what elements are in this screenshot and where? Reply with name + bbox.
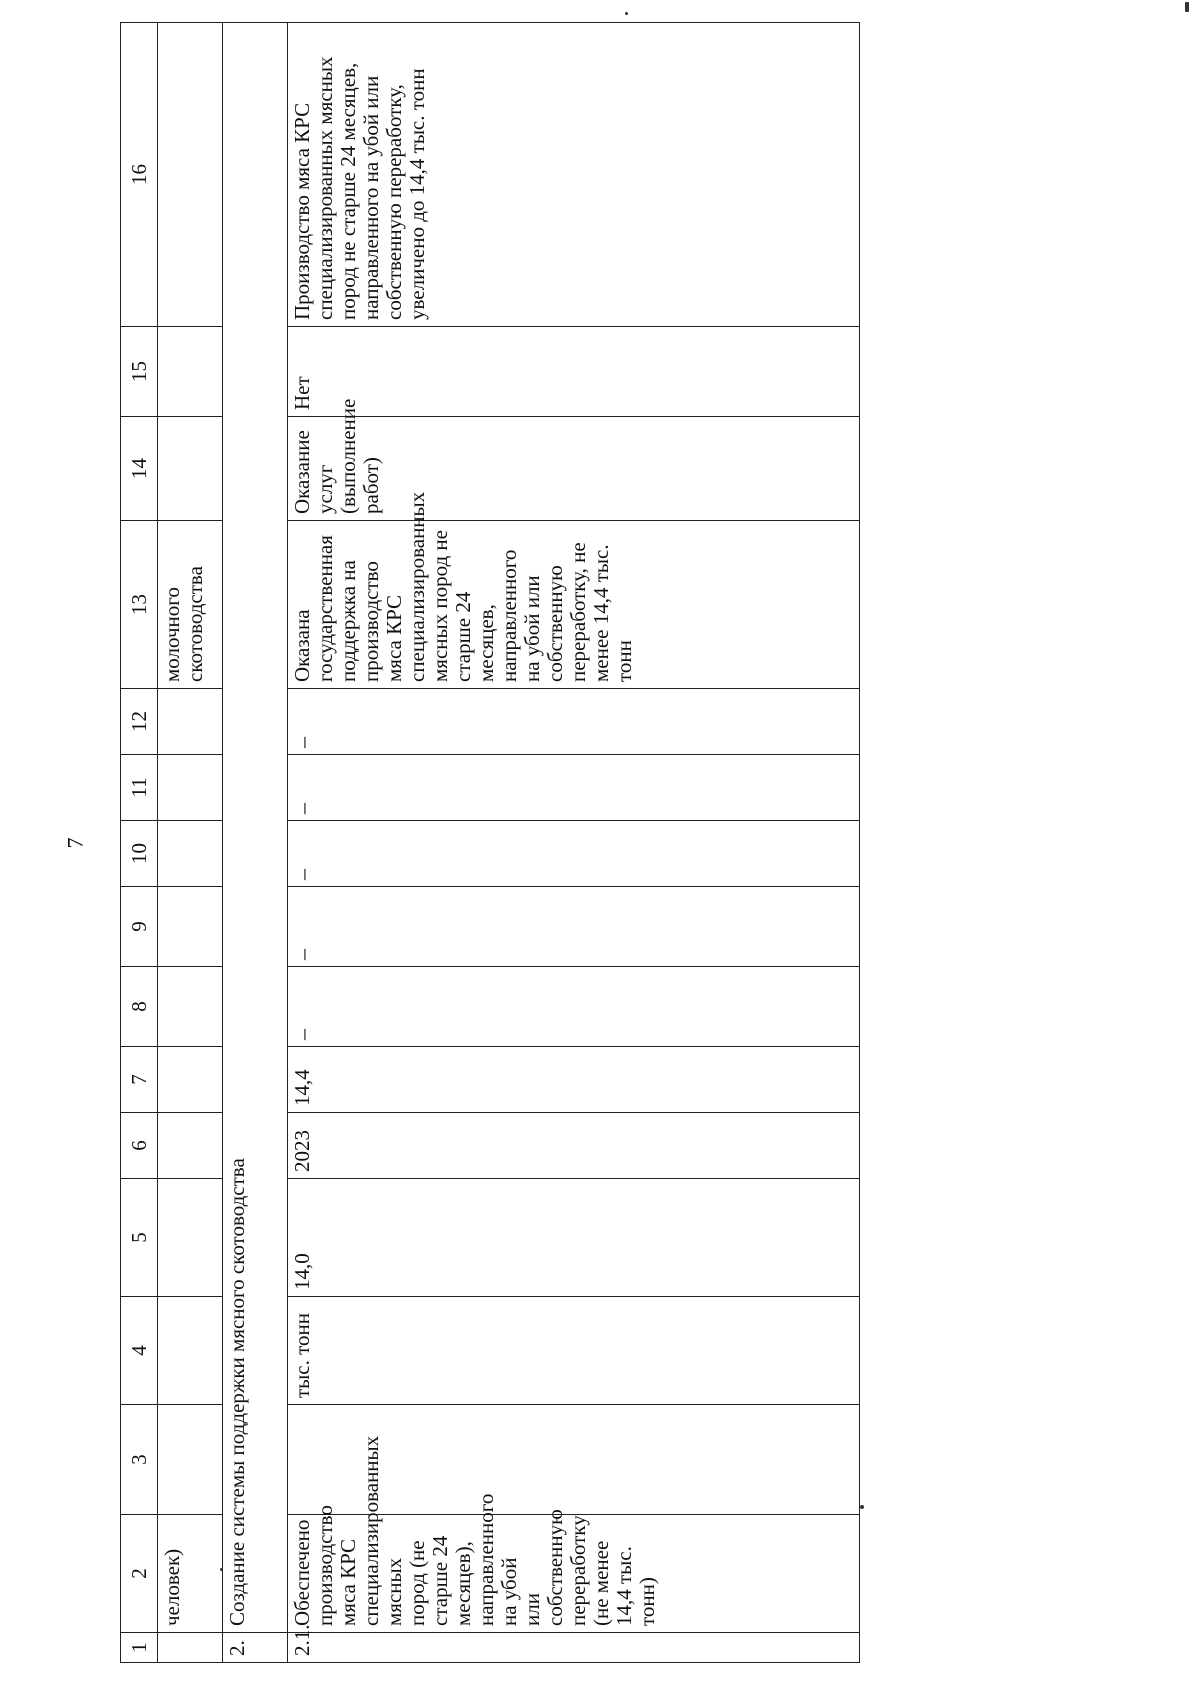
header-cell-15: 15	[121, 327, 158, 417]
header-cell-3: 3	[121, 1405, 158, 1515]
item-target: 14,4	[288, 1047, 860, 1113]
header-cell-10: 10	[121, 821, 158, 887]
item-name: Обеспечено производство мяса КРС специализированных мясных пород (не старше 24 месяцев), направленного на убой или собственную переработку (не менее 14,4 тыс. тонн)	[288, 1515, 860, 1633]
item-result: Оказана государственная поддержка на производство мяса КРС специализированных мясных пород не старше 24 месяцев, направленного на убой или собственную переработку, не менее 14,4 тыс. тонн	[288, 521, 860, 689]
continued-row	[158, 23, 223, 1663]
page-number: 7	[62, 837, 88, 849]
scan-speck	[860, 1505, 864, 1509]
header-cell-11: 11	[121, 755, 158, 821]
header-cell-12: 12	[121, 689, 158, 755]
item-col12: –	[288, 689, 860, 755]
continued-name: человек)	[158, 1515, 223, 1633]
header-cell-7: 7	[121, 1047, 158, 1113]
item-number: 2.1.	[288, 1633, 860, 1663]
header-cell-8: 8	[121, 967, 158, 1047]
item-flag: Нет	[288, 327, 860, 417]
item-unit: тыс. тонн	[288, 1297, 860, 1405]
section-title: Создание системы поддержки мясного скотоводства	[223, 23, 288, 1633]
item-col11: –	[288, 755, 860, 821]
item-effect: Производство мяса КРС специализированных мясных пород не старше 24 месяцев, направленного на убой или собственную переработку, увеличено до 14,4 тыс. тонн	[288, 23, 860, 327]
header-cell-5: 5	[121, 1179, 158, 1297]
scan-speck	[1185, 2, 1189, 12]
item-col9: –	[288, 887, 860, 967]
item-col8: –	[288, 967, 860, 1047]
item-base-value: 14,0	[288, 1179, 860, 1297]
header-cell-13: 13	[121, 521, 158, 689]
header-cell-16: 16	[121, 23, 158, 327]
continued-result: молочного скотоводства	[158, 521, 223, 689]
rotated-table-wrapper	[120, 23, 860, 1663]
header-cell-6: 6	[121, 1113, 158, 1179]
header-cell-14: 14	[121, 417, 158, 521]
section-row	[223, 23, 288, 1663]
section-number: 2.	[223, 1633, 288, 1663]
header-row	[121, 23, 158, 1663]
item-row	[288, 23, 860, 1663]
scan-speck	[220, 1568, 223, 1571]
header-cell-9: 9	[121, 887, 158, 967]
scan-speck	[625, 12, 628, 15]
item-base-year: 2023	[288, 1113, 860, 1179]
program-table	[120, 22, 860, 1663]
header-cell-4: 4	[121, 1297, 158, 1405]
header-cell-1: 1	[121, 1633, 158, 1663]
item-col10: –	[288, 821, 860, 887]
item-type: Оказание услуг (выполнение работ)	[288, 417, 860, 521]
header-cell-2: 2	[121, 1515, 158, 1633]
